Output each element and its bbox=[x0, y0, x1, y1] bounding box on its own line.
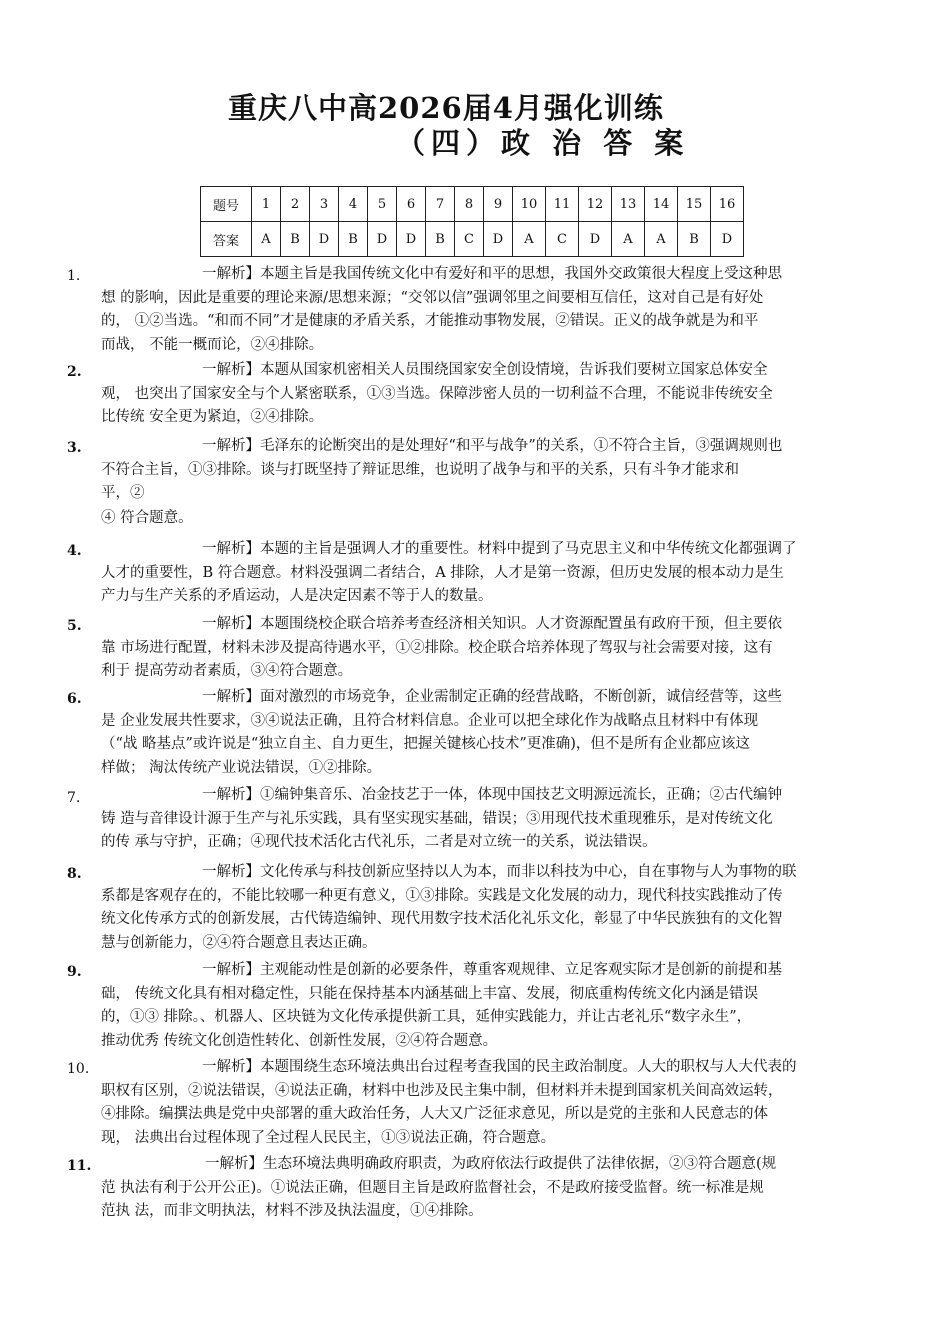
explanation-item-1 bbox=[101, 263, 879, 357]
explanation-item-10 bbox=[101, 1056, 879, 1150]
explanation-line: 样做； 淘汰传统产业说法错误，①②排除。 bbox=[101, 759, 382, 776]
item-number: 6. bbox=[67, 691, 82, 707]
explanation-line: 的，①③ 排除。、机器人、区块链为文化传承提供新工具，延伸实践能力，并让古老礼乐“数字永生”， bbox=[101, 1009, 752, 1025]
answer-cell: A bbox=[513, 222, 546, 257]
explanation-item-6 bbox=[101, 686, 879, 780]
answer-cell: B bbox=[678, 222, 711, 257]
explanation-extra-line: ④ 符合题意。 bbox=[101, 510, 193, 526]
question-number: 8 bbox=[455, 187, 484, 222]
explanation-line: 利于 提高劳动者素质，③④符合题意。 bbox=[101, 663, 353, 679]
explanation-item-11 bbox=[101, 1153, 879, 1224]
item-number: 4. bbox=[67, 543, 82, 559]
answer-cell: D bbox=[310, 222, 339, 257]
explanation-line: （“战 略基点”或许说是“独立自主、自力更生，把握关键核心技术”更准确)，但不是所有企业都应该这 bbox=[101, 736, 750, 752]
row-label-question: 题号 bbox=[201, 187, 252, 222]
explanation-line: 一解析】本题从国家机密相关人员围绕国家安全创设情境，告诉我们要树立国家总体安全 bbox=[202, 362, 768, 378]
question-number: 7 bbox=[426, 187, 455, 222]
explanation-item-9 bbox=[101, 959, 879, 1053]
explanation-line: 产力与生产关系的矛盾运动，人是决定因素不等于人的数量。 bbox=[101, 588, 493, 604]
explanation-line: 系都是客观存在的，不能比较哪一种更有意义，①③排除。实践是文化发展的动力，现代科技实践推动了传 bbox=[101, 887, 783, 904]
answer-table bbox=[200, 186, 744, 257]
explanation-line: ④排除。编撰法典是党中央部署的重大政治任务，人大又广泛征求意见，所以是党的主张和人民意志的体 bbox=[101, 1106, 768, 1122]
explanation-line: 一解析】毛泽东的论断突出的是处理好“和平与战争”的关系，①不符合主旨，③强调规则也 bbox=[202, 438, 783, 454]
explanation-item-4 bbox=[101, 538, 879, 609]
question-number: 4 bbox=[339, 187, 368, 222]
question-number: 6 bbox=[397, 187, 426, 222]
answer-cell: C bbox=[455, 222, 484, 257]
item-number: 7. bbox=[67, 790, 81, 806]
answer-cell: D bbox=[579, 222, 612, 257]
explanation-line: 想 的影响，因此是重要的理论来源/思想来源；“交邻以信”强调邻里之间要相互信任，这对自己是有好处 bbox=[101, 289, 764, 306]
explanation-line: 一解析】本题围绕生态环境法典出台过程考查我国的民主政治制度。人大的职权与人大代表的 bbox=[202, 1059, 797, 1075]
question-number: 16 bbox=[711, 187, 744, 222]
explanation-line: 比传统 安全更为紧迫，②④排除。 bbox=[101, 409, 324, 425]
explanation-line: 一解析】主观能动性是创新的必要条件，尊重客观规律、立足客观实际才是创新的前提和基 bbox=[202, 962, 782, 978]
page-title-line2: （四）政 治 答 案 bbox=[396, 126, 690, 160]
item-number: 10. bbox=[67, 1061, 90, 1077]
explanation-line: 一解析】①编钟集音乐、冶金技艺于一体，体现中国技艺文明源远流长，正确；②古代编钟 bbox=[202, 787, 782, 803]
explanation-line: 一解析】面对激烈的市场竞争，企业需制定正确的经营战略，不断创新，诚信经营等，这些 bbox=[202, 689, 782, 705]
question-number-row bbox=[201, 187, 744, 222]
item-number: 1. bbox=[67, 268, 81, 284]
question-number: 12 bbox=[579, 187, 612, 222]
question-number: 1 bbox=[252, 187, 281, 222]
item-number: 5. bbox=[67, 618, 82, 634]
explanation-item-3 bbox=[101, 435, 879, 506]
explanation-line: 慧与创新能力，②④符合题意且表达正确。 bbox=[101, 934, 377, 951]
item-number: 8. bbox=[67, 866, 82, 882]
explanation-item-7 bbox=[101, 784, 879, 855]
answer-cell: B bbox=[281, 222, 310, 257]
question-number: 3 bbox=[310, 187, 339, 222]
explanation-line: 范 执法有利于公开公正)。①说法正确，但题目主旨是政府监督社会，不是政府接受监督。统一标准是规 bbox=[101, 1179, 764, 1196]
question-number: 13 bbox=[612, 187, 645, 222]
page-title-line1: 重庆八中高2026届4月强化训练 bbox=[228, 91, 664, 125]
answer-cell: B bbox=[339, 222, 368, 257]
explanation-line: 统文化传承方式的创新发展，古代铸造编钟、现代用数字技术活化礼乐文化，彰显了中华民族独有的文化智 bbox=[101, 911, 783, 927]
explanation-line: 职权有区别，②说法错误，④说法正确，材料中也涉及民主集中制，但材料并未提到国家机关间高效运转， bbox=[101, 1082, 783, 1099]
explanation-line: 范执 法，而非文明执法，材料不涉及执法温度，①④排除。 bbox=[101, 1203, 483, 1219]
answer-cell: A bbox=[252, 222, 281, 257]
answer-cell: C bbox=[546, 222, 579, 257]
answer-cell: D bbox=[397, 222, 426, 257]
question-number: 9 bbox=[484, 187, 513, 222]
question-number: 5 bbox=[368, 187, 397, 222]
answer-cell: B bbox=[426, 222, 455, 257]
question-number: 10 bbox=[513, 187, 546, 222]
explanation-item-5 bbox=[101, 613, 879, 684]
question-number: 14 bbox=[645, 187, 678, 222]
answer-cell: A bbox=[612, 222, 645, 257]
row-label-answer: 答案 bbox=[201, 222, 252, 257]
explanation-line: 现， 法典出台过程体现了全过程人民民主，①③说法正确，符合题意。 bbox=[101, 1129, 556, 1146]
explanation-line: 础， 传统文化具有相对稳定性，只能在保持基本内涵基础上丰富、发展，彻底重构传统文化内涵是错误 bbox=[101, 985, 759, 1002]
explanation-line: 的传 承与守护，正确；④现代技术活化古代礼乐，二者是对立统一的关系，说法错误。 bbox=[101, 834, 657, 850]
explanation-line: 观， 也突出了国家安全与个人紧密联系，①③当选。保障涉密人员的一切利益不合理，不能说非传统安全 bbox=[101, 385, 773, 402]
answer-cell: D bbox=[368, 222, 397, 257]
explanation-item-8 bbox=[101, 861, 879, 955]
question-number: 11 bbox=[546, 187, 579, 222]
explanation-line: 靠 市场进行配置，材料未涉及提高待遇水平，①②排除。校企联合培养体现了驾驭与社会需要对接，这有 bbox=[101, 639, 773, 656]
explanation-line: 平，② bbox=[101, 485, 145, 501]
explanation-line: 一解析】本题围绕校企联合培养考查经济相关知识。人才资源配置虽有政府干预，但主要依 bbox=[202, 616, 782, 632]
explanation-line: 是 企业发展共性要求，③④说法正确，且符合材料信息。企业可以把全球化作为战略点且材料中有体现 bbox=[101, 712, 759, 729]
answer-cell: A bbox=[645, 222, 678, 257]
explanation-line: 不符合主旨，①③排除。谈与打既坚持了辩证思维，也说明了战争与和平的关系，只有斗争才能求和 bbox=[101, 461, 739, 478]
item-number: 9. bbox=[67, 964, 82, 980]
item-number: 3. bbox=[67, 440, 82, 456]
question-number: 15 bbox=[678, 187, 711, 222]
explanation-line: 一解析】文化传承与科技创新应坚持以人为本，而非以科技为中心，自在事物与人为事物的联 bbox=[202, 864, 797, 880]
answer-row bbox=[201, 222, 744, 257]
explanation-line: 而战， 不能一概而论，②④排除。 bbox=[101, 336, 324, 353]
explanation-line: 人才的重要性，B 符合题意。材料没强调二者结合，A 排除，人才是第一资源，但历史发展的根本动力是生 bbox=[101, 564, 784, 581]
explanation-line: 推动优秀 传统文化创造性转化、创新性发展，②④符合题意。 bbox=[101, 1032, 498, 1049]
item-number: 11. bbox=[67, 1158, 92, 1174]
item-number: 2. bbox=[67, 364, 82, 380]
explanation-line: 一解析】本题的主旨是强调人才的重要性。材料中提到了马克思主义和中华传统文化都强调了 bbox=[202, 541, 797, 557]
question-number: 2 bbox=[281, 187, 310, 222]
answer-cell: D bbox=[484, 222, 513, 257]
answer-cell: D bbox=[711, 222, 744, 257]
explanation-line: 铸 造与音律设计源于生产与礼乐实践，具有坚实现实基础，错误；③用现代技术重现雅乐，是对传统文化 bbox=[101, 810, 773, 827]
explanation-line: 的， ①②当选。“和而不同”才是健康的矛盾关系，才能推动事物发展，②错误。正义的战争就是为和平 bbox=[101, 313, 759, 329]
explanation-line: 一解析】本题主旨是我国传统文化中有爱好和平的思想，我国外交政策很大程度上受这种思 bbox=[202, 266, 782, 282]
explanation-line: 一解析】生态环境法典明确政府职责，为政府依法行政提供了法律依据，②③符合题意(规 bbox=[205, 1156, 777, 1172]
explanation-item-2 bbox=[101, 359, 879, 430]
